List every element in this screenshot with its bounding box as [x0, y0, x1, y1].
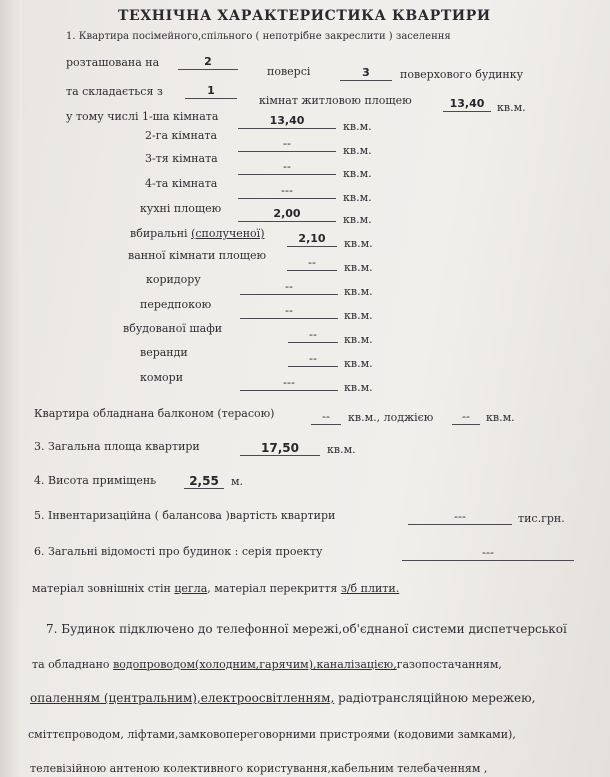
hall-label: передпокою	[140, 298, 212, 311]
loggia-unit: кв.м.	[486, 411, 515, 424]
corridor-unit: кв.м.	[344, 285, 373, 298]
balcony-label: Квартира обладнана балконом (терасою)	[34, 407, 275, 420]
wc-label-text: вбиральні	[130, 227, 188, 240]
corridor-value: --	[240, 280, 338, 295]
hall-value: --	[240, 304, 338, 319]
valuation-value: ---	[408, 510, 512, 525]
height-value: 2,55	[184, 474, 224, 489]
wardrobe-value: --	[288, 328, 338, 343]
section7-line2-b: водопроводом(холодним,гарячим),каналізацією,	[113, 658, 397, 671]
living-area-unit: кв.м.	[497, 101, 526, 114]
ceiling-value: з/б плити.	[340, 582, 400, 595]
balcony-value: --	[311, 410, 341, 425]
veranda-value: --	[288, 352, 338, 367]
total-area-unit: кв.м.	[327, 443, 356, 456]
section7-line4: сміттєпроводом, ліфтами,замковопереговорними пристроями (кодовими замками),	[28, 728, 516, 741]
wc-value: 2,10	[287, 232, 337, 247]
hall-unit: кв.м.	[344, 309, 373, 322]
room1-label: у тому числі 1-ша кімната	[66, 110, 219, 123]
living-area-label: кімнат житловою площею	[259, 94, 412, 107]
room4-value: ---	[238, 184, 336, 199]
wardrobe-label: вбудованої шафи	[123, 322, 223, 335]
section7-line5: телевізійною антеною колективного користування,кабельним телебаченням ,	[30, 762, 488, 775]
wardrobe-unit: кв.м.	[344, 333, 373, 346]
room3-value: --	[238, 160, 336, 175]
room2-value: --	[238, 137, 336, 152]
section7-line2	[32, 658, 502, 672]
section7-line3-b: радіотрансляційною мережею,	[334, 691, 536, 705]
wc-type: (сполученої)	[191, 227, 265, 240]
room4-label: 4-та кімната	[145, 177, 218, 190]
kitchen-value: 2,00	[238, 207, 336, 222]
kitchen-label: кухні площею	[140, 202, 222, 215]
wc-label	[130, 227, 265, 241]
building-label: поверхового будинку	[400, 68, 524, 81]
valuation-label: 5. Інвентаризаційна ( балансова )вартість квартири	[34, 509, 336, 522]
veranda-label: веранди	[140, 346, 188, 359]
wc-unit: кв.м.	[344, 237, 373, 250]
section7-line1: 7. Будинок підключено до телефонної мережі,об'єднаної системи диспетчерської	[46, 622, 567, 636]
bath-value: --	[287, 256, 337, 271]
pantry-unit: кв.м.	[344, 381, 373, 394]
section7-line2-a: та обладнано	[32, 658, 110, 671]
section7-line2-c: газопостачанням,	[396, 658, 502, 671]
ceiling-label: , матеріал перекриття	[207, 582, 338, 595]
building-series-value: ---	[402, 546, 574, 561]
floor-label: поверсі	[267, 65, 311, 78]
located-on-label: розташована на	[66, 56, 160, 69]
room2-label: 2-га кімната	[145, 129, 218, 142]
floor-value: 2	[178, 55, 238, 70]
room1-unit: кв.м.	[343, 120, 372, 133]
walls-label: матеріал зовнішніх стін	[32, 582, 171, 595]
valuation-unit: тис.грн.	[518, 512, 565, 525]
floors-total-value: 3	[340, 66, 392, 81]
bath-label: ванної кімнати площею	[128, 249, 267, 262]
materials-line	[32, 582, 399, 596]
pantry-value: ---	[240, 376, 338, 391]
veranda-unit: кв.м.	[344, 357, 373, 370]
height-label: 4. Висота приміщень	[34, 474, 157, 487]
section7-line3-a: опаленням (центральним),електроосвітленням,	[30, 691, 335, 705]
bath-unit: кв.м.	[344, 261, 373, 274]
walls-value: цегла	[174, 582, 208, 595]
room3-unit: кв.м.	[343, 167, 372, 180]
living-area-value: 13,40	[443, 97, 491, 112]
paper-edge	[0, 0, 22, 777]
room1-value: 13,40	[238, 114, 336, 129]
rooms-count-value: 1	[185, 84, 237, 99]
building-series-label: 6. Загальні відомості про будинок : серія проекту	[34, 545, 323, 558]
height-unit: м.	[231, 475, 244, 488]
pantry-label: комори	[140, 371, 184, 384]
loggia-value: --	[452, 410, 480, 425]
corridor-label: коридору	[146, 273, 201, 286]
total-area-value: 17,50	[240, 441, 320, 456]
section7-line3	[30, 691, 535, 705]
kitchen-unit: кв.м.	[343, 213, 372, 226]
room4-unit: кв.м.	[343, 191, 372, 204]
consists-of-label: та складається з	[66, 85, 163, 98]
section1-intro: 1. Квартира посімейного,спільного ( непотрібне закреслити ) заселення	[66, 31, 451, 42]
total-area-label: 3. Загальна площа квартири	[34, 440, 200, 453]
loggia-label: кв.м., лоджією	[348, 411, 434, 424]
document-title: ТЕХНІЧНА ХАРАКТЕРИСТИКА КВАРТИРИ	[118, 8, 491, 24]
room2-unit: кв.м.	[343, 144, 372, 157]
room3-label: 3-тя кімната	[145, 152, 218, 165]
